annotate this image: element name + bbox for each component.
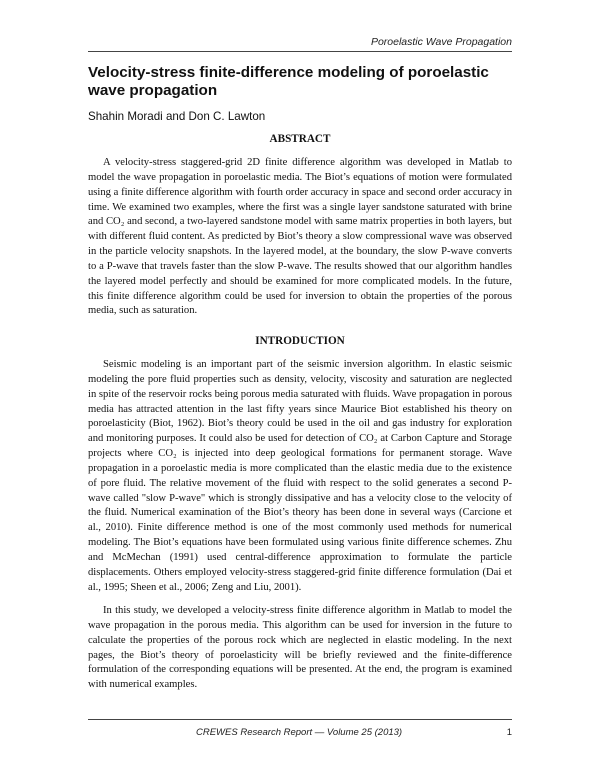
paper-authors: Shahin Moradi and Don C. Lawton: [88, 110, 266, 123]
footer-rule: [88, 719, 512, 720]
intro-paragraph-2: In this study, we developed a velocity-stress finite difference algorithm in Matlab to model the wave propagation in the porous media. This algorithm can be used for inversion in the future to calculate the properties of the porous rock which are neglected in elastic modeling. In the next pages, the Biot’s theory of poroelasticity will be briefly reviewed and the finite-difference formulation of the corresponding equations will be presented. At the end, the program is examined with numerical examples.: [88, 605, 512, 691]
footer-report-title: CREWES Research Report — Volume 25 (2013): [196, 727, 403, 738]
intro-paragraph-1: Seismic modeling is an important part of the seismic inversion algorithm. In elastic seismic modeling the pore fluid properties such as density, velocity, viscosity and saturation are neglected in spite of the reservoir rocks being porous media saturated with fluids. Wave propagation in porous media has attracted attention in the last fifty years since Maurice Biot established his theory on poroelasticity (Biot, 1962). Biot’s theory could be used in the oil and gas industry for exploration and monitoring purposes. It could also be used for detection of CO₂ at Carbon Capture and Storage projects where CO₂ is injected into deep geological formations for permanent storage. Wave propagation in a poroelastic media is more complicated than the elastic media due to the existence of pore fluid. The relative movement of the fluid with respect to the solid generates a second P-wave called "slow P-wave" which is strongly dissipative and has a velocity close to the velocity of the fluid. Numerical examination of the Biot’s theory has been done in several ways (Carcione et al., 2010). Finite difference method is one of the most commonly used methods for numerical modeling. The Biot’s equations have been formulated using various finite difference schemes. Zhu and McMechan (1991) used central-difference approximation to formulate the particle displacements. Others employed velocity-stress staggered-grid finite difference formulation (Dai et al., 1995; Sheen et al., 2006; Zeng and Liu, 2001).: [88, 359, 512, 593]
running-header: Poroelastic Wave Propagation: [370, 36, 512, 48]
paper-title: Velocity-stress finite-difference modeling of poroelastic wave propagation: [88, 64, 489, 99]
abstract-heading: ABSTRACT: [269, 133, 331, 145]
page-number: 1: [506, 727, 512, 738]
header-rule: [88, 51, 512, 52]
abstract-text: A velocity-stress staggered-grid 2D finite difference algorithm was developed in Matlab to model the wave propagation in poroelastic media. The Biot’s equations of motion were formulated using a finite difference algorithm with fourth order accuracy in space and second order accuracy in time. We examined two examples, where the first was a single layer sandstone saturated with brine and CO₂ and second, a two-layered sandstone model with same matrix properties in both layers, but with different fluid content. As predicted by Biot’s theory a slow compressional wave was observed in the particle velocity snapshots. In the layered model, at the boundary, the slow P-wave converts to a P-wave that travels faster than the slow P-wave. The results showed that our algorithm handles the layered model perfectly and should be examined for more complicated models. In the future, this finite difference algorithm could be used for inversion to obtain the properties of the porous media, such as saturation.: [88, 157, 512, 317]
page-footer: [88, 727, 512, 741]
introduction-heading: INTRODUCTION: [255, 335, 345, 347]
